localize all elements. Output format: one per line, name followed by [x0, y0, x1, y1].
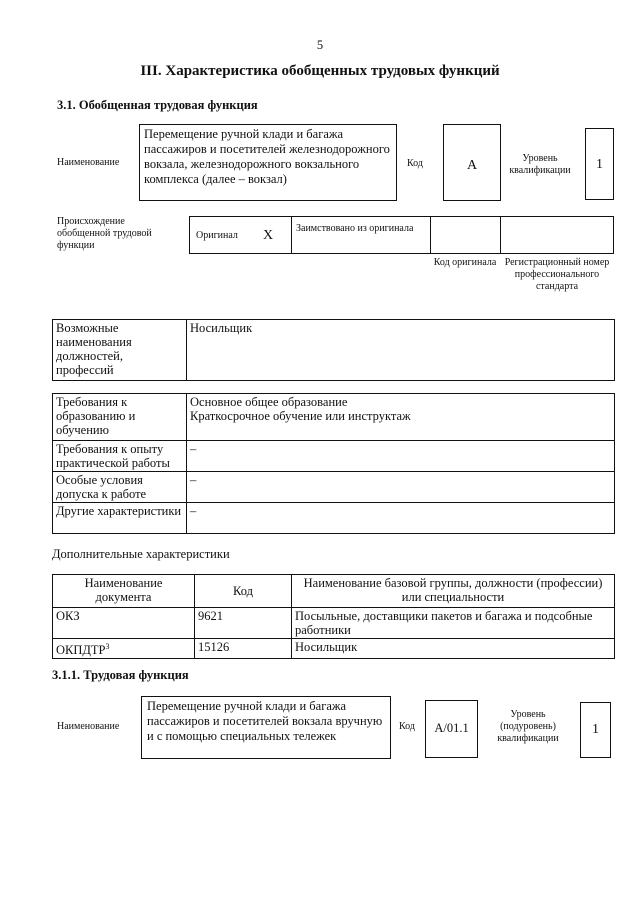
gtf-name-label: Наименование [57, 157, 120, 168]
table-row [53, 394, 615, 441]
gtf-level-label: Уровень квалификации [509, 153, 571, 176]
orig-code-caption: Код оригинала [433, 257, 497, 268]
table-row [53, 472, 615, 503]
gtf-level-box [585, 128, 614, 200]
gtf-origin-label: Происхождение обобщенной трудовой функции [57, 216, 152, 251]
tf-heading: 3.1.1. Трудовая функция [52, 668, 189, 682]
doc-cell: ОКЗ [53, 608, 195, 639]
divider [500, 217, 501, 253]
original-label: Оригинал [196, 230, 238, 241]
gtf-name-value: Перемещение ручной клади и багажа пассажиров и посетителей железнодорожного вокзала, железнодорожного вокзального комплекса (далее – вокзал) [139, 124, 397, 201]
gtf-code-box [443, 124, 501, 201]
tf-level-box [580, 702, 611, 758]
table-row [53, 608, 615, 639]
footnote-mark: 3 [105, 642, 110, 651]
gtf-origin-table [189, 216, 614, 254]
table-row [53, 320, 615, 381]
name-cell: Носильщик [292, 639, 615, 659]
gtf-level-value: 1 [596, 157, 603, 172]
gtf-heading: 3.1. Обобщенная трудовая функция [57, 98, 258, 112]
section-title: III. Характеристика обобщенных трудовых функций [140, 63, 500, 79]
positions-table [52, 319, 615, 381]
extra-heading: Дополнительные характеристики [52, 547, 230, 561]
code-cell: 15126 [195, 639, 292, 659]
divider [291, 217, 292, 253]
positions-value: Носильщик [187, 320, 615, 381]
name-cell: Посыльные, доставщики пакетов и багажа и подсобные работники [292, 608, 615, 639]
code-cell: 9621 [195, 608, 292, 639]
table-row [53, 639, 615, 659]
extra-table [52, 574, 615, 659]
original-mark: X [263, 228, 274, 243]
requirement-value: Основное общее образование Краткосрочное обучение или инструктаж [187, 394, 615, 441]
table-row [53, 503, 615, 534]
page-number: 5 [316, 38, 324, 52]
borrowed-label: Заимствовано из оригинала [296, 223, 414, 234]
tf-name-value: Перемещение ручной клади и багажа пассажиров и посетителей вокзала вручную и с помощью специальных тележек [141, 696, 391, 759]
doc-cell: ОКПДТР [56, 643, 106, 658]
header-cell: Наименование базовой группы, должности (профессии) или специальности [292, 575, 615, 608]
header-cell: Код [195, 575, 292, 608]
reg-number-caption: Регистрационный номер профессионального стандарта [504, 257, 610, 292]
requirement-value: – [187, 441, 615, 472]
table-row [53, 441, 615, 472]
tf-level-label: Уровень (подуровень) квалификации [497, 709, 559, 744]
positions-label: Возможные наименования должностей, профессий [53, 320, 187, 381]
requirement-label: Требования к образованию и обучению [53, 394, 187, 441]
requirement-label: Особые условия допуска к работе [53, 472, 187, 503]
tf-code-box [425, 700, 478, 758]
tf-code-value: A/01.1 [434, 721, 469, 735]
tf-code-label: Код [399, 721, 415, 732]
table-header-row [53, 575, 615, 608]
requirement-label: Требования к опыту практической работы [53, 441, 187, 472]
requirement-value: – [187, 503, 615, 534]
tf-level-value: 1 [592, 722, 599, 737]
gtf-code-label: Код [407, 158, 423, 169]
header-cell: Наименование документа [53, 575, 195, 608]
requirement-label: Другие характеристики [53, 503, 187, 534]
requirements-table [52, 393, 615, 534]
requirement-value: – [187, 472, 615, 503]
tf-name-label: Наименование [57, 721, 120, 732]
divider [430, 217, 431, 253]
gtf-code-value: A [466, 158, 478, 173]
